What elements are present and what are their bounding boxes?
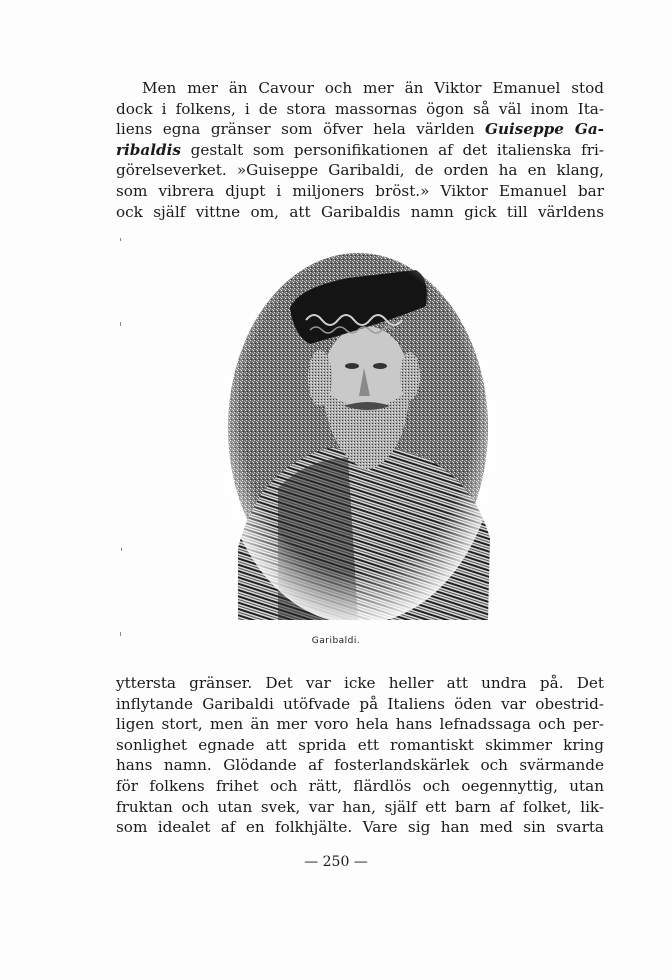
text-line-with-italic — [116, 119, 604, 140]
top-paragraph — [116, 78, 604, 222]
figure-caption: Garibaldi. — [311, 636, 361, 646]
text-line: ock själf vittne om, att Garibaldis namn gick till världens — [116, 202, 604, 221]
text-line: ligen stort, men än mer voro hela hans lefnadssaga och per- — [116, 715, 604, 734]
bottom-paragraph — [116, 673, 604, 838]
text-line: fruktan och utan svek, var han, själf ett barn af folket, lik- — [116, 797, 604, 816]
text-line: som vibrera djupt i miljoners bröst.» Viktor Emanuel bar — [116, 181, 604, 200]
text-line: inflytande Garibaldi utöfvade på Italiens öden var obestrid- — [116, 694, 604, 713]
text-line: yttersta gränser. Det var icke heller att undra på. Det — [116, 674, 604, 692]
text-line: görelseverket. »Guiseppe Garibaldi, de orden ha en klang, — [116, 161, 604, 180]
text-line: sonlighet egnade att sprida ett romantiskt skimmer kring — [116, 735, 604, 754]
italic-name: ribaldis — [116, 140, 181, 159]
text-line: Men mer än Cavour och mer än Viktor Emanuel stod — [142, 79, 604, 97]
text-segment: gestalt som personifikationen af det italienska fri- — [190, 140, 604, 159]
text-line: hans namn. Glödande af fosterlandskärlek och svärmande — [116, 756, 604, 775]
page-number: — 250 — — [304, 854, 368, 870]
text-line-with-italic — [116, 140, 604, 161]
text-line: som idealet af en folkhjälte. Vare sig han med sin svarta — [116, 818, 604, 837]
text-line: för folkens frihet och rätt, flärdlös och oegennyttig, utan — [116, 776, 604, 795]
scan-artifact — [120, 632, 121, 636]
text-segment: liens egna gränser som öfver hela världen — [116, 120, 486, 139]
scan-artifact — [120, 238, 121, 241]
italic-name: Guiseppe Ga- — [485, 120, 604, 139]
text-line: dock i folkens, i de stora massornas ögon så väl inom Ita- — [116, 99, 604, 118]
scan-artifact — [120, 322, 121, 326]
scan-artifact — [121, 548, 122, 551]
garibaldi-portrait-image — [218, 248, 498, 620]
